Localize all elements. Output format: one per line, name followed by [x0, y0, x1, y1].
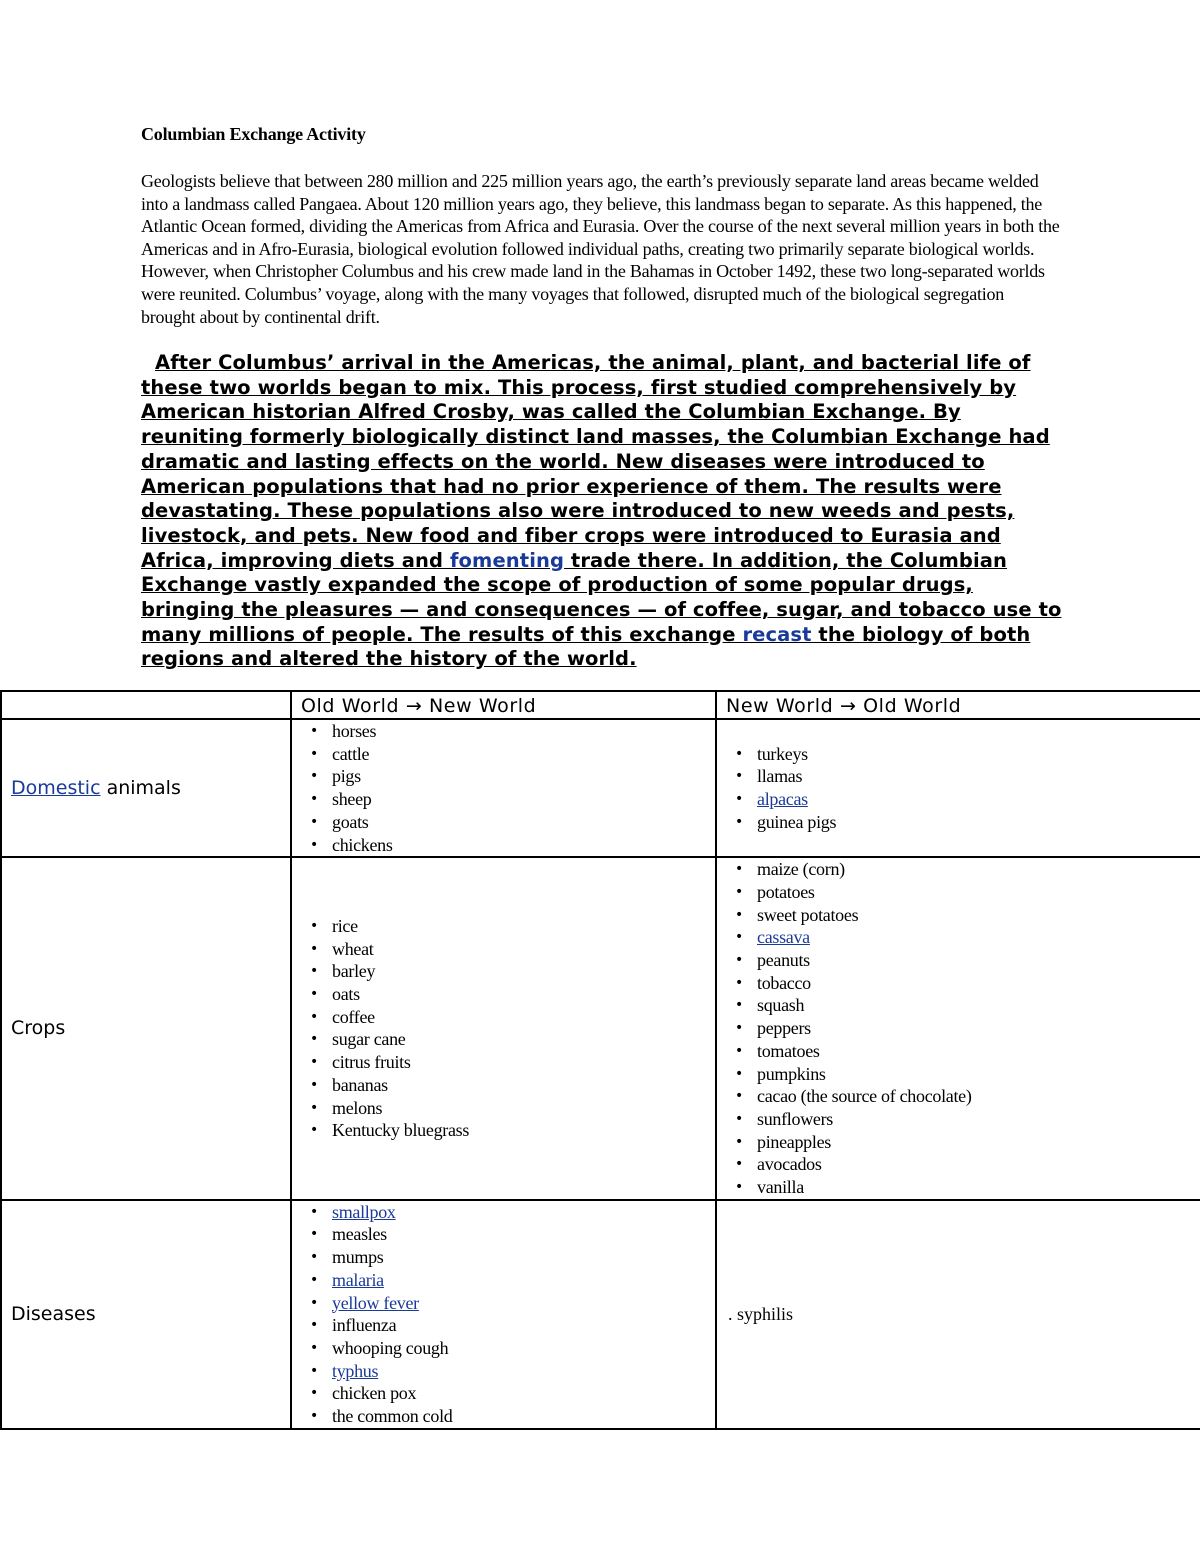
list-item: [332, 1246, 715, 1269]
list-item-text: sunflowers: [757, 1108, 833, 1129]
list-item: [757, 1176, 1200, 1199]
list-item: [757, 1153, 1200, 1176]
list-item-text: cacao (the source of chocolate): [757, 1086, 972, 1107]
list-item: [332, 960, 715, 983]
smallpox-link[interactable]: smallpox: [332, 1201, 396, 1222]
list-item: [332, 1028, 715, 1051]
list-item: [332, 1119, 715, 1142]
list-item-text: sheep: [332, 789, 372, 810]
list-item: [757, 949, 1200, 972]
list-item: [757, 788, 1200, 811]
list-item-text: Kentucky bluegrass: [332, 1120, 470, 1141]
list-item: [757, 1108, 1200, 1131]
list-item-text: maize (corn): [757, 859, 845, 880]
table-row-animals: [1, 719, 1200, 857]
list-item-text: sweet potatoes: [757, 904, 859, 925]
list-item-text: melons: [332, 1097, 383, 1118]
paragraph-text-2: trade there. In addition, the Columbian Exchange vastly expanded the scope of production of some popular drugs, bringing the pleasures — and consequences — of coffee, sugar, and tobacco use to many millions of people. The results of this exchange: [141, 548, 1062, 646]
row-label-crops: Crops: [1, 857, 291, 1200]
list-item-text: chickens: [332, 834, 393, 855]
list-item-text: pumpkins: [757, 1063, 826, 1084]
list-item: [332, 1074, 715, 1097]
cell-animals-new-to-old: [716, 719, 1200, 857]
list-item-text: horses: [332, 721, 377, 741]
list-item-text: measles: [332, 1224, 387, 1245]
list-item: [757, 972, 1200, 995]
list-item-text: avocados: [757, 1154, 822, 1175]
columbian-exchange-paragraph: [141, 351, 1066, 672]
list-item: [332, 1405, 715, 1428]
list-item-text: barley: [332, 961, 376, 982]
list-item: [332, 1292, 715, 1315]
list-item-text: rice: [332, 915, 358, 936]
list-item: [757, 765, 1200, 788]
list-item-text: wheat: [332, 938, 374, 959]
list-item-text: sugar cane: [332, 1029, 406, 1050]
animals-old-to-new-list: [301, 720, 715, 856]
list-item-text: whooping cough: [332, 1337, 449, 1358]
row-label-diseases: Diseases: [1, 1200, 291, 1429]
cell-crops-new-to-old: [716, 857, 1200, 1200]
list-item: [332, 834, 715, 857]
list-item: [757, 743, 1200, 766]
cell-crops-old-to-new: [291, 857, 716, 1200]
list-item: [757, 994, 1200, 1017]
cell-diseases-old-to-new: [291, 1200, 716, 1429]
list-item-text: mumps: [332, 1247, 384, 1268]
list-item-text: tobacco: [757, 972, 811, 993]
list-item-text: pineapples: [757, 1131, 831, 1152]
list-item-text: chicken pox: [332, 1383, 417, 1404]
list-item: [757, 1085, 1200, 1108]
list-item: [757, 1063, 1200, 1086]
list-item-text: llamas: [757, 766, 803, 787]
header-old-to-new: Old World → New World: [291, 691, 716, 719]
list-item-text: guinea pigs: [757, 811, 837, 832]
paragraph-text-3: the biology of both regions and altered the history of the world.: [141, 622, 1031, 671]
table-header-row: [1, 691, 1200, 719]
list-item: [332, 720, 715, 743]
yellow-fever-link[interactable]: yellow fever: [332, 1292, 419, 1313]
row-label-rest: animals: [100, 777, 181, 800]
list-item: [332, 811, 715, 834]
list-item: [757, 811, 1200, 834]
list-item-text: turkeys: [757, 743, 808, 764]
list-item-text: peppers: [757, 1018, 811, 1039]
table-row-crops: [1, 857, 1200, 1200]
list-item-text: tomatoes: [757, 1040, 820, 1061]
crops-new-to-old-list: [726, 858, 1200, 1199]
list-item: [332, 788, 715, 811]
table-row-diseases: [1, 1200, 1200, 1429]
cell-diseases-new-to-old: [716, 1200, 1200, 1429]
list-item: [757, 1040, 1200, 1063]
list-item: [332, 915, 715, 938]
list-item: [757, 926, 1200, 949]
syphilis-item: . syphilis: [728, 1303, 794, 1324]
list-item: [332, 1337, 715, 1360]
list-item-text: influenza: [332, 1315, 397, 1336]
list-item: [332, 1051, 715, 1074]
row-label-animals: [1, 719, 291, 857]
paragraph-text-1: After Columbus’ arrival in the Americas, the animal, plant, and bacterial life of these two worlds began to mix. This process, first studied comprehensively by American historian Alfred Crosby, was called the Columbian Exchange. By reuniting formerly biologically distinct land masses, the Columbian Exchange had dramatic and lasting effects on the world. New diseases were introduced to American populations that had no prior experience of them. The results were devastating. These populations also were introduced to new weeds and pests, livestock, and pets. New food and fiber crops were introduced to Eurasia and Africa, improving diets and: [141, 351, 1050, 572]
list-item-text: oats: [332, 984, 360, 1005]
document-title: Columbian Exchange Activity: [141, 124, 366, 144]
list-item-text: the common cold: [332, 1406, 453, 1427]
header-empty: [1, 691, 291, 719]
animals-new-to-old-list: [726, 743, 1200, 834]
list-item: [332, 1223, 715, 1246]
crops-old-to-new-list: [301, 915, 715, 1142]
list-item: [332, 1097, 715, 1120]
cassava-link[interactable]: cassava: [757, 927, 810, 948]
alpacas-link[interactable]: alpacas: [757, 789, 808, 810]
list-item: [332, 765, 715, 788]
list-item-text: pigs: [332, 766, 361, 787]
list-item: [757, 1017, 1200, 1040]
exchange-table: [0, 690, 1200, 1430]
header-new-to-old: New World → Old World: [716, 691, 1200, 719]
list-item-text: potatoes: [757, 881, 815, 902]
list-item: [757, 858, 1200, 881]
list-item-text: citrus fruits: [332, 1052, 411, 1073]
intro-paragraph: Geologists believe that between 280 million and 225 million years ago, the earth’s previously separate land areas became welded into a landmass called Pangaea. About 120 million years ago, they believe, this landmass began to separate. As this happened, the Atlantic Ocean formed, dividing the Americas from Africa and Eurasia. Over the course of the next several million years in both the Americas and in Afro-Eurasia, biological evolution followed individual paths, creating two primarily separate biological worlds. However, when Christopher Columbus and his crew made land in the Bahamas in October 1492, these two long-separated worlds were reunited. Columbus’ voyage, along with the many voyages that followed, disrupted much of the biological segregation brought about by continental drift.: [141, 171, 1060, 327]
list-item-text: coffee: [332, 1006, 375, 1027]
list-item: [332, 938, 715, 961]
list-item-text: peanuts: [757, 950, 810, 971]
recast-link[interactable]: recast: [742, 622, 812, 646]
list-item-text: squash: [757, 995, 805, 1016]
list-item: [332, 1314, 715, 1337]
list-item: [332, 1382, 715, 1405]
list-item: [757, 1131, 1200, 1154]
cell-animals-old-to-new: [291, 719, 716, 857]
list-item: [332, 743, 715, 766]
typhus-link[interactable]: typhus: [332, 1360, 379, 1381]
list-item-text: bananas: [332, 1074, 388, 1095]
list-item: [332, 1269, 715, 1292]
malaria-link[interactable]: malaria: [332, 1269, 384, 1290]
list-item: [332, 1360, 715, 1383]
list-item: [332, 1201, 715, 1224]
list-item: [757, 881, 1200, 904]
diseases-old-to-new-list: [301, 1201, 715, 1428]
list-item-text: cattle: [332, 743, 370, 764]
fomenting-link[interactable]: fomenting: [449, 548, 565, 572]
list-item-text: goats: [332, 811, 369, 832]
list-item: [332, 1006, 715, 1029]
list-item: [757, 904, 1200, 927]
list-item: [332, 983, 715, 1006]
domestic-link[interactable]: Domestic: [11, 777, 101, 800]
list-item-text: vanilla: [757, 1177, 804, 1198]
